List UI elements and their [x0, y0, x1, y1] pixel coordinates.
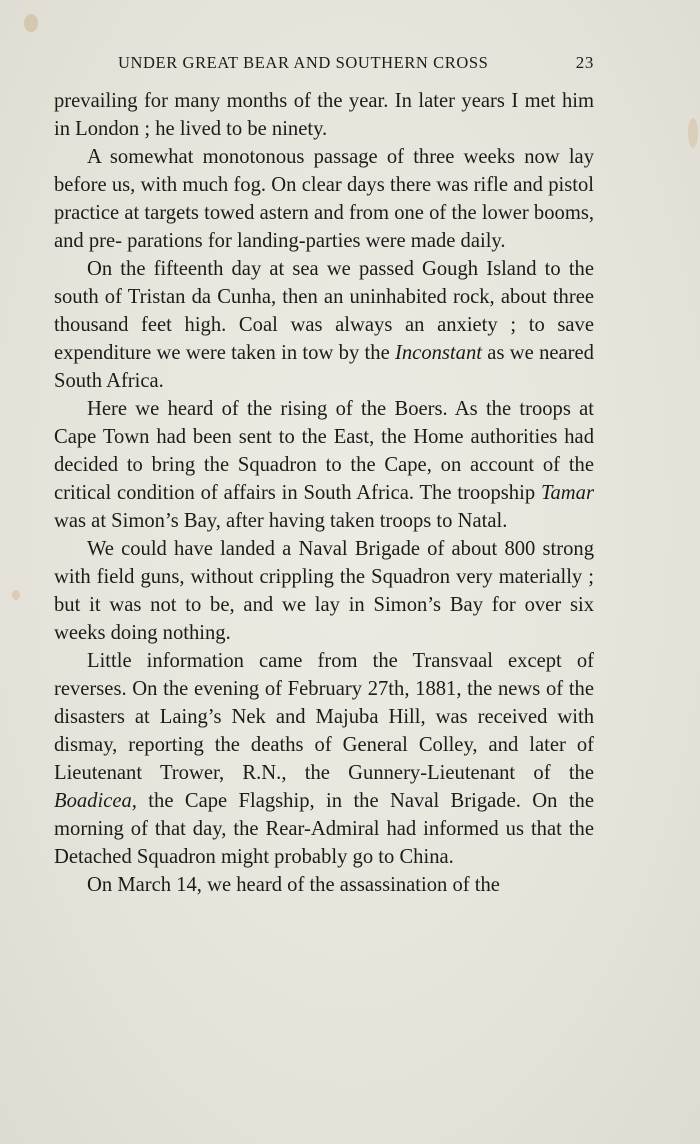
- text-run: the Cape Flagship, in the Naval Brigade. On the morning of that day, the Rear-Admiral had informed us that the Detached Squadron might probably go to China.: [54, 790, 594, 868]
- text-run: Little information came from the Transvaal except of reverses. On the evening of February 27th, 1881, the news of the disasters at Laing’s Nek and Majuba Hill, was received with dismay, reporting the deaths of General Colley, and later of Lieutenant Trower, R.N., the Gunnery-Lieutenant of the: [54, 650, 594, 784]
- paragraph: [54, 871, 594, 899]
- text-run: Here we heard of the rising of the Boers. As the troops at Cape Town had been sent to the East, the Home authorities had decided to bring the Squadron to the Cape, on account of the critical condition of affairs in South Africa. The troopship: [54, 398, 594, 504]
- page-stain: [24, 14, 38, 32]
- paragraph: [54, 395, 594, 535]
- paragraph: [54, 255, 594, 395]
- text-run: A somewhat monotonous passage of three weeks now lay before us, with much fog. On clear days there was rifle and pistol practice at targets towed astern and from one of the lower booms, and pre- parations for landing-parties were made daily.: [54, 146, 594, 252]
- paragraph: [54, 647, 594, 871]
- text-run: We could have landed a Naval Brigade of about 800 strong with field guns, without crippling the Squadron very materially ; but it was not to be, and we lay in Simon’s Bay for over six weeks doing nothing.: [54, 538, 594, 644]
- text-run: prevailing for many months of the year. In later years I met him in London ; he lived to be ninety.: [54, 90, 594, 140]
- paragraph: [54, 535, 594, 647]
- text-run: was at Simon’s Bay, after having taken troops to Natal.: [54, 510, 508, 532]
- paragraph: [54, 87, 594, 143]
- running-head: [54, 52, 596, 74]
- text-run: On March 14, we heard of the assassination of the: [87, 874, 500, 896]
- page-number: 23: [575, 53, 594, 72]
- body-text: [54, 87, 594, 899]
- text-run: as we neared South Africa.: [54, 342, 594, 392]
- text-run: On the fifteenth day at sea we passed Gough Island to the south of Tristan da Cunha, then an uninhabited rock, about three thousand feet high. Coal was always an anxiety ; to save expenditure we were taken in tow by the: [54, 258, 594, 364]
- italic-text: Inconstant: [395, 342, 482, 364]
- page-stain: [688, 118, 698, 148]
- italic-text: Boadicea,: [54, 790, 137, 812]
- running-title: UNDER GREAT BEAR AND SOUTHERN CROSS: [118, 53, 489, 72]
- page-stain: [12, 590, 20, 600]
- paragraph: [54, 143, 594, 255]
- italic-text: Tamar: [540, 482, 594, 504]
